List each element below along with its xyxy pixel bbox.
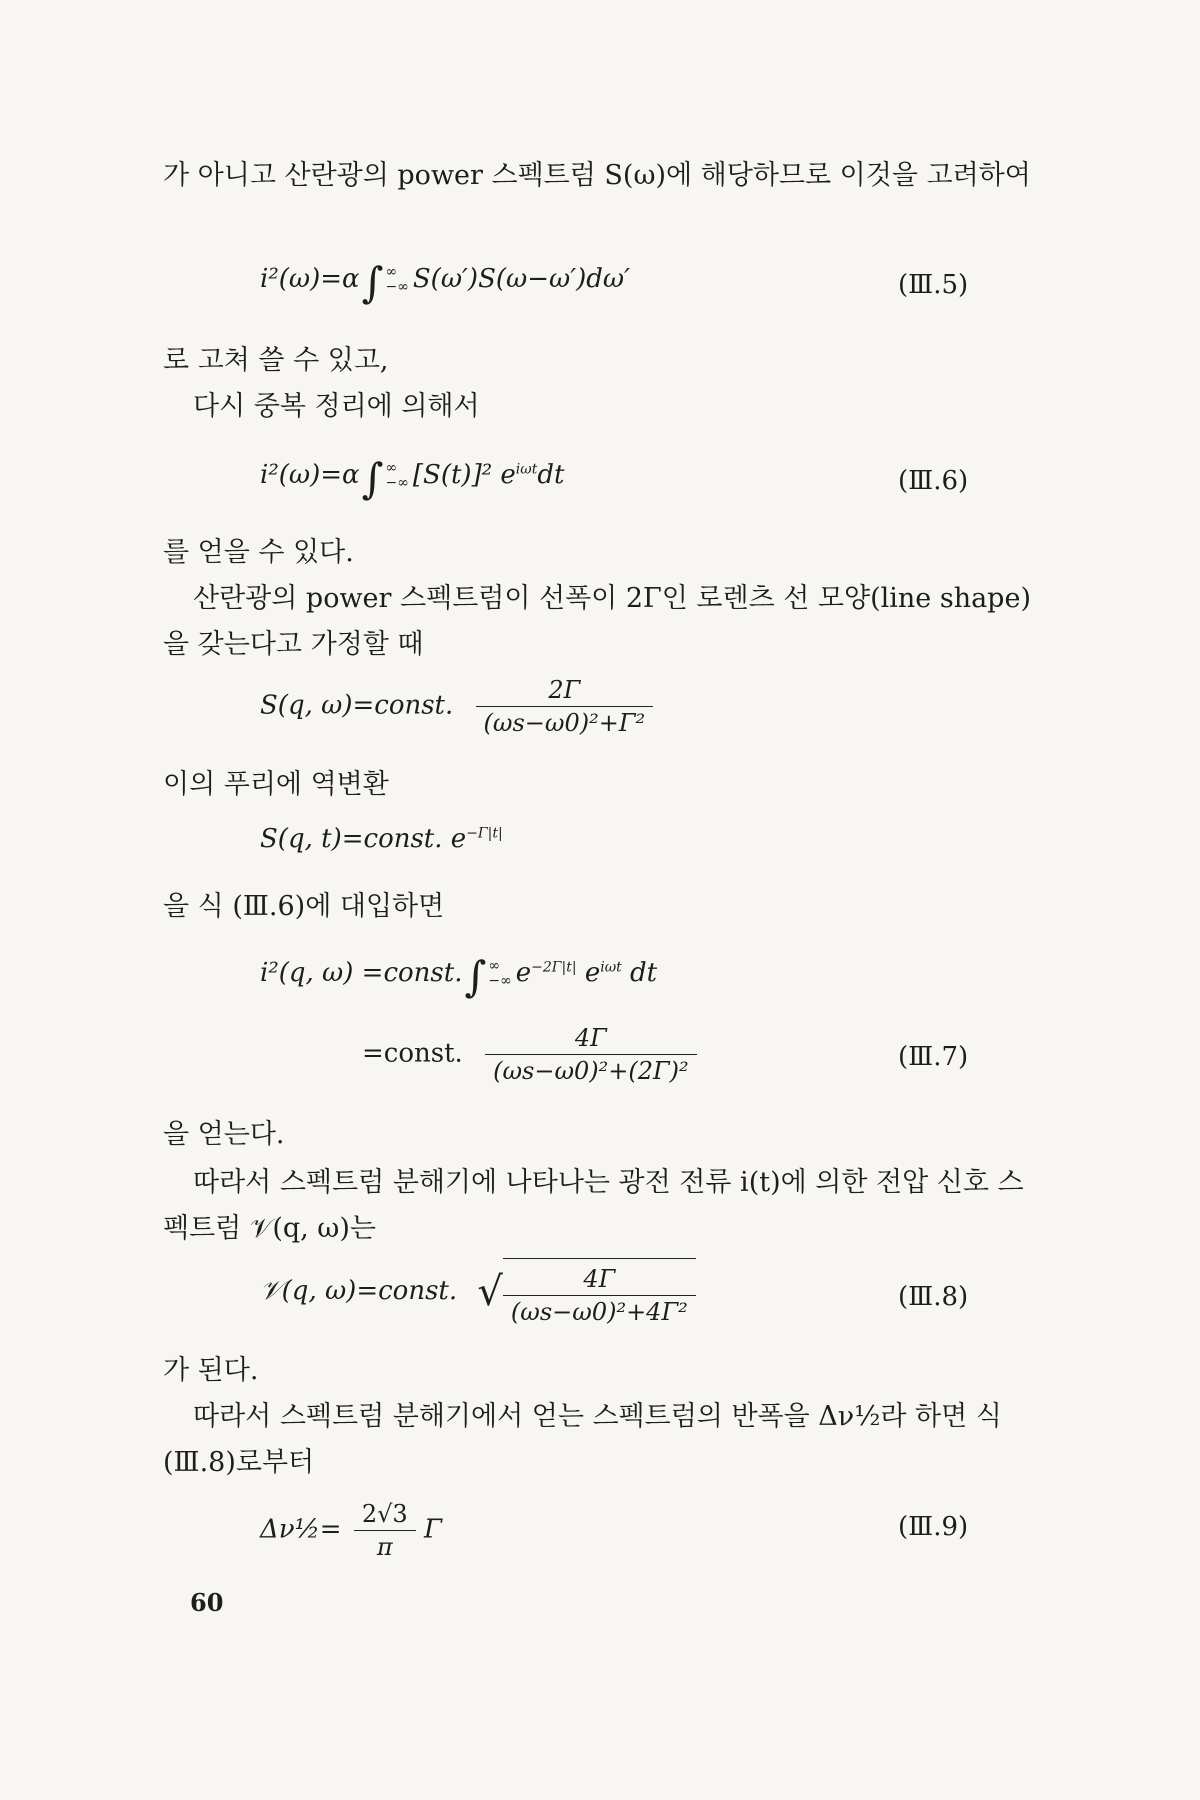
equation-3-7-line1: i²(q, ω) =const.∫ ∞ −∞ $e^{-2\Gamma|t|}$ $e^{i\omega t}$ dt <box>260 952 658 1001</box>
eq9-gamma: Γ <box>423 1514 442 1545</box>
paragraph-intro: 가 아니고 산란광의 power 스펙트럼 S(ω)에 해당하므로 이것을 고려하여 <box>163 160 1031 191</box>
paragraph-obtain-2: 을 얻는다. <box>163 1119 285 1150</box>
page-number: 60 <box>190 1588 224 1617</box>
integral-limits: ∞ −∞ <box>488 958 512 989</box>
eq8-lhs: 𝒱(q, ω)=const. <box>260 1276 458 1306</box>
eq6-lhs: i²(ω)=α <box>260 460 360 490</box>
paragraph-substitute: 을 식 (Ⅲ.6)에 대입하면 <box>163 891 445 922</box>
eq9-lhs: Δν½= <box>260 1514 342 1545</box>
eq7-fraction: $\frac{4\Gamma}{\text{(ωs−ω0)²+(2Γ)²}}$ <box>485 1024 697 1085</box>
eq6-exponent: iωt <box>515 461 538 478</box>
eq7-lhs: i²(q, ω) =const. <box>260 958 463 988</box>
paragraph-fourier: 이의 푸리에 역변환 <box>163 769 389 800</box>
equation-3-9 <box>260 1500 442 1561</box>
lorentz-lhs: S(q, ω)=const. <box>260 690 454 721</box>
paragraph-becomes: 가 된다. <box>163 1355 259 1386</box>
paragraph-rewrite: 로 고쳐 쓸 수 있고, <box>163 345 389 376</box>
integral-limits: ∞ −∞ <box>385 264 409 295</box>
square-root: √ $\frac{4\Gamma}{\text{(ωs−ω0)²+4Γ²}}$ <box>477 1258 695 1326</box>
eq7b-lhs: =const. <box>362 1038 463 1069</box>
equation-3-6 <box>260 454 564 503</box>
integral-sign: ∫ <box>464 952 487 1001</box>
paragraph-half-width: 따라서 스펙트럼 분해기에서 얻는 스펙트럼의 반폭을 Δν½라 하면 식 (Ⅲ.8)로부터 <box>163 1401 1002 1478</box>
equation-number-3-8: (Ⅲ.8) <box>898 1282 969 1312</box>
equation-inverse-transform: S(q, t)=const. $e^{-\Gamma|t|}$ <box>260 824 503 854</box>
equation-number-3-7: (Ⅲ.7) <box>898 1042 969 1072</box>
inverse-lhs: S(q, t)=const. <box>260 824 443 854</box>
integral-sign: ∫ <box>361 258 384 307</box>
equation-3-5 <box>260 258 630 307</box>
paragraph-voltage-signal: 따라서 스펙트럼 분해기에 나타나는 광전 전류 i(t)에 의한 전압 신호 스펙트럼 𝒱(q, ω)는 <box>163 1167 1024 1244</box>
eq9-fraction: $\frac{2√3}{\pi}$ <box>354 1500 416 1561</box>
lorentz-fraction: $\frac{2\Gamma}{\text{(ωs−ω0)²+Γ²}}$ <box>476 676 654 737</box>
equation-number-3-6: (Ⅲ.6) <box>898 466 969 496</box>
eq5-body: S(ω′)S(ω−ω′)dω′ <box>412 264 631 294</box>
eq7-exponent-1: −2Γ|t| <box>531 959 577 976</box>
paragraph-convolution: 다시 중복 정리에 의해서 <box>193 391 480 422</box>
equation-3-8 <box>260 1258 696 1326</box>
paragraph-obtain: 를 얻을 수 있다. <box>163 537 354 568</box>
equation-number-3-5: (Ⅲ.5) <box>898 270 969 300</box>
integral-sign: ∫ <box>361 454 384 503</box>
equation-lorentzian <box>260 676 653 737</box>
equation-number-3-9: (Ⅲ.9) <box>898 1512 969 1542</box>
eq5-lhs: i²(ω)=α <box>260 264 360 294</box>
integral-limits: ∞ −∞ <box>385 460 409 491</box>
paragraph-lorentz: 산란광의 power 스펙트럼이 선폭이 2Γ인 로렌츠 선 모양(line shape)을 갖는다고 가정할 때 <box>163 583 1031 660</box>
equation-3-7-line2 <box>362 1024 697 1085</box>
eq6-dt: dt <box>537 460 565 490</box>
inverse-exponent: −Γ|t| <box>466 825 503 842</box>
eq7-exponent-2: iωt <box>600 959 622 976</box>
eq6-body: [S(t)]² e <box>412 460 516 490</box>
